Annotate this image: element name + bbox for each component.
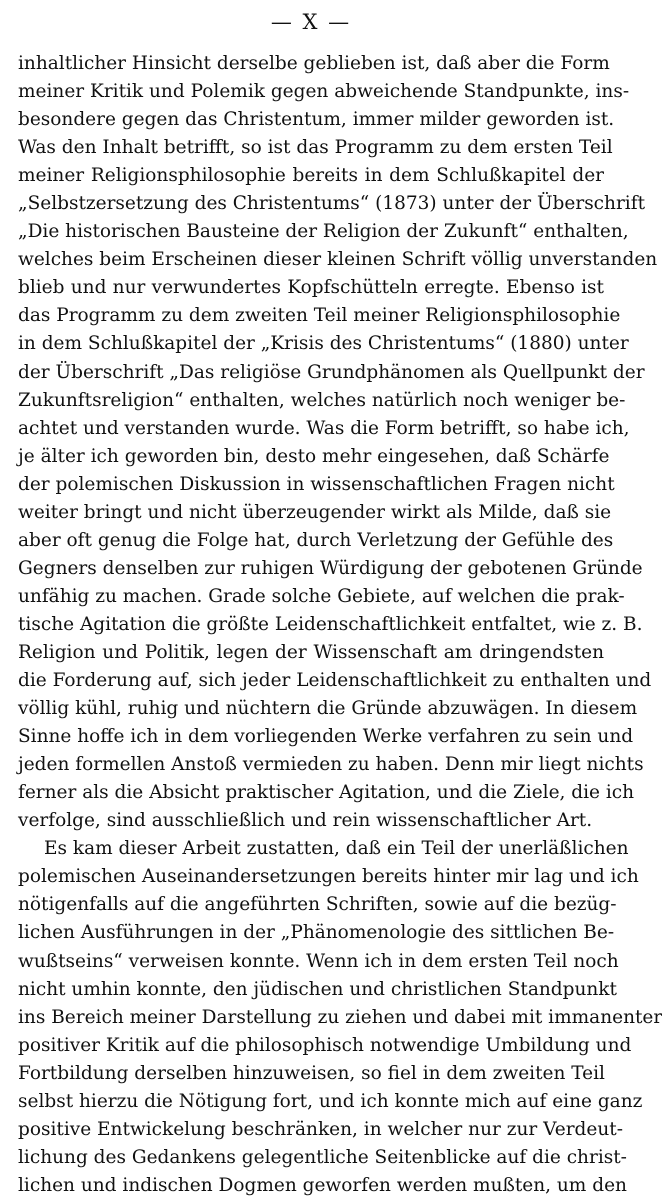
- text-line: wußtseins“ verweisen konnte. Wenn ich in dem ersten Teil noch: [18, 950, 619, 972]
- text-line: blieb und nur verwundertes Kopfschütteln erregte. Ebenso ist: [18, 277, 604, 299]
- text-line: Sinne hoffe ich in dem vorliegenden Werke verfahren zu sein und: [18, 726, 634, 748]
- text-line: meiner Religionsphilosophie bereits in dem Schlußkapitel der: [18, 165, 604, 187]
- text-line: jeden formellen Anstoß vermieden zu haben. Denn mir liegt nichts: [18, 754, 644, 776]
- text-line: „Selbstzersetzung des Christentums“ (1873) unter der Überschrift: [18, 193, 646, 215]
- text-line: die Forderung auf, sich jeder Leidenschaftlichkeit zu enthalten und: [18, 670, 652, 692]
- text-line: lichen und indischen Dogmen geworfen werden mußten, um den: [18, 1174, 627, 1196]
- body-text: [18, 50, 662, 1200]
- text-line: ins Bereich meiner Darstellung zu ziehen und dabei mit immanenter: [18, 1006, 662, 1028]
- text-line: Gegners denselben zur ruhigen Würdigung der gebotenen Gründe: [18, 557, 643, 579]
- text-line: meiner Kritik und Polemik gegen abweichende Standpunkte, ins-: [18, 81, 630, 103]
- text-line: Religion und Politik, legen der Wissenschaft am dringendsten: [18, 641, 604, 663]
- text-line: völlig kühl, ruhig und nüchtern die Gründe abzuwägen. In diesem: [18, 698, 638, 720]
- text-line: der polemischen Diskussion in wissenschaftlichen Fragen nicht: [18, 473, 615, 495]
- text-line: inhaltlicher Hinsicht derselbe geblieben ist, daß aber die Form: [18, 53, 610, 74]
- text-line: das Programm zu dem zweiten Teil meiner Religionsphilosophie: [18, 305, 621, 327]
- text-line: in dem Schlußkapitel der „Krisis des Christentums“ (1880) unter: [18, 333, 629, 355]
- text-line: tische Agitation die größte Leidenschaftlichkeit entfaltet, wie z. B.: [18, 613, 643, 635]
- paragraph-start-line: Es kam dieser Arbeit zustatten, daß ein Teil der unerläßlichen: [44, 838, 629, 860]
- text-line: positiver Kritik auf die philosophisch notwendige Umbildung und: [18, 1034, 632, 1056]
- page-number-header: — X —: [270, 10, 352, 34]
- text-line: nötigenfalls auf die angeführten Schriften, sowie auf die bezüg-: [18, 894, 617, 916]
- text-line: Was den Inhalt betrifft, so ist das Programm zu dem ersten Teil: [18, 137, 613, 159]
- text-line: nicht umhin konnte, den jüdischen und christlichen Standpunkt: [18, 978, 617, 1000]
- text-line: selbst hierzu die Nötigung fort, und ich konnte mich auf eine ganz: [18, 1090, 643, 1112]
- text-line: „Die historischen Bausteine der Religion der Zukunft“ enthalten,: [18, 221, 629, 243]
- text-line: weiter bringt und nicht überzeugender wirkt als Milde, daß sie: [18, 501, 612, 523]
- text-line: welches beim Erscheinen dieser kleinen Schrift völlig unverstanden: [18, 249, 658, 271]
- text-line: lichen Ausführungen in der „Phänomenologie des sittlichen Be-: [18, 922, 615, 944]
- text-line: lichung des Gedankens gelegentliche Seitenblicke auf die christ-: [18, 1146, 627, 1168]
- text-line: polemischen Auseinandersetzungen bereits hinter mir lag und ich: [18, 866, 639, 888]
- text-line: besondere gegen das Christentum, immer milder geworden ist.: [18, 109, 615, 131]
- text-line: je älter ich geworden bin, desto mehr eingesehen, daß Schärfe: [18, 445, 610, 467]
- text-line: ferner als die Absicht praktischer Agitation, und die Ziele, die ich: [18, 782, 635, 804]
- text-line: unfähig zu machen. Grade solche Gebiete, auf welchen die prak-: [18, 585, 625, 607]
- text-line: positive Entwickelung beschränken, in welcher nur zur Verdeut-: [18, 1118, 623, 1140]
- paragraph-end-line: verfolge, sind ausschließlich und rein wissenschaftlicher Art.: [18, 810, 593, 832]
- text-line: Fortbildung derselben hinzuweisen, so fiel in dem zweiten Teil: [18, 1062, 605, 1084]
- text-line: aber oft genug die Folge hat, durch Verletzung der Gefühle des: [18, 529, 614, 551]
- text-line: Zukunftsreligion“ enthalten, welches natürlich noch weniger be-: [18, 389, 626, 411]
- text-line: der Überschrift „Das religiöse Grundphänomen als Quellpunkt der: [18, 361, 645, 383]
- book-page: [18, 8, 662, 1196]
- text-line: achtet und verstanden wurde. Was die Form betrifft, so habe ich,: [18, 417, 630, 439]
